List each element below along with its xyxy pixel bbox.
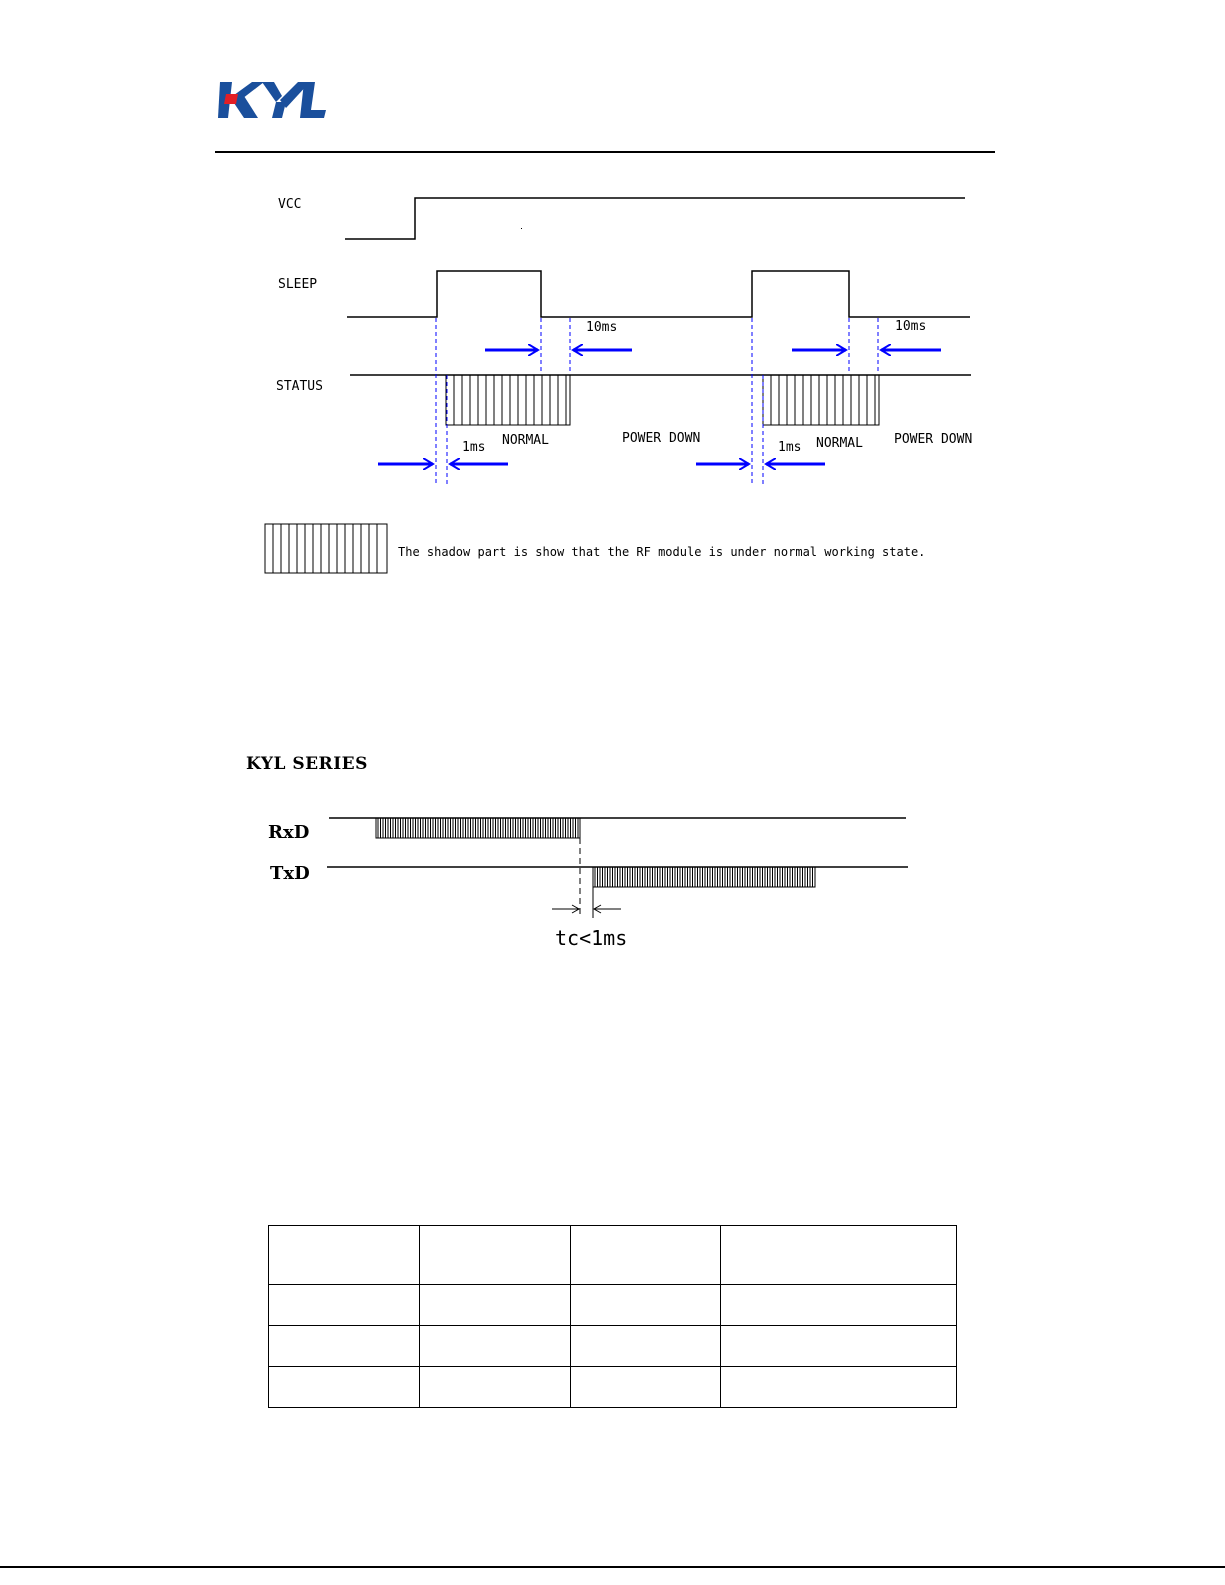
vcc-label: VCC [278, 197, 302, 212]
txd-data-burst [593, 867, 815, 887]
sleep-label: SLEEP [278, 277, 318, 292]
table-cell [571, 1226, 721, 1285]
normal-state-label-1: NORMAL [502, 433, 549, 448]
table-row [269, 1226, 957, 1285]
table-row [269, 1285, 957, 1326]
series-title: KYL SERIES [246, 754, 368, 774]
table-cell [721, 1326, 957, 1367]
tc-label: tc<1ms [555, 926, 628, 950]
normal-state-label-2: NORMAL [816, 436, 863, 451]
sleep-delay-label-1: 10ms [586, 320, 618, 335]
table-cell [721, 1226, 957, 1285]
table-cell [721, 1367, 957, 1408]
txd-label: TxD [270, 863, 310, 884]
table-row [269, 1326, 957, 1367]
status-normal-block-1 [446, 375, 570, 425]
wake-delay-label-1: 1ms [462, 440, 486, 455]
tc-arrows [552, 905, 621, 913]
status-label: STATUS [276, 379, 323, 394]
table-cell [269, 1326, 420, 1367]
table-cell [420, 1226, 571, 1285]
power-down-label-2: POWER DOWN [894, 432, 973, 447]
rxd-label: RxD [268, 822, 310, 843]
table-cell [420, 1285, 571, 1326]
spec-table [268, 1225, 957, 1408]
sleep-delay-label-2: 10ms [895, 319, 927, 334]
table-row [269, 1367, 957, 1408]
table-cell [269, 1226, 420, 1285]
legend-text: The shadow part is show that the RF module is under normal working state. [398, 545, 926, 559]
table-cell [571, 1285, 721, 1326]
table-cell [420, 1326, 571, 1367]
table-cell [269, 1285, 420, 1326]
status-normal-block-2 [763, 375, 879, 425]
table-cell [420, 1367, 571, 1408]
wake-delay-label-2: 1ms [778, 440, 802, 455]
footer-divider [0, 1566, 1225, 1568]
power-down-label-1: POWER DOWN [622, 431, 701, 446]
sleep-signal [347, 271, 970, 317]
rxd-data-burst [376, 818, 580, 838]
sleep-timing-diagram [0, 0, 1225, 620]
legend-swatch [265, 524, 387, 573]
rxd-txd-timing-diagram [0, 790, 1225, 960]
table-cell [721, 1285, 957, 1326]
table-cell [571, 1367, 721, 1408]
table-cell [571, 1326, 721, 1367]
table-cell [269, 1367, 420, 1408]
vcc-signal [345, 198, 965, 239]
